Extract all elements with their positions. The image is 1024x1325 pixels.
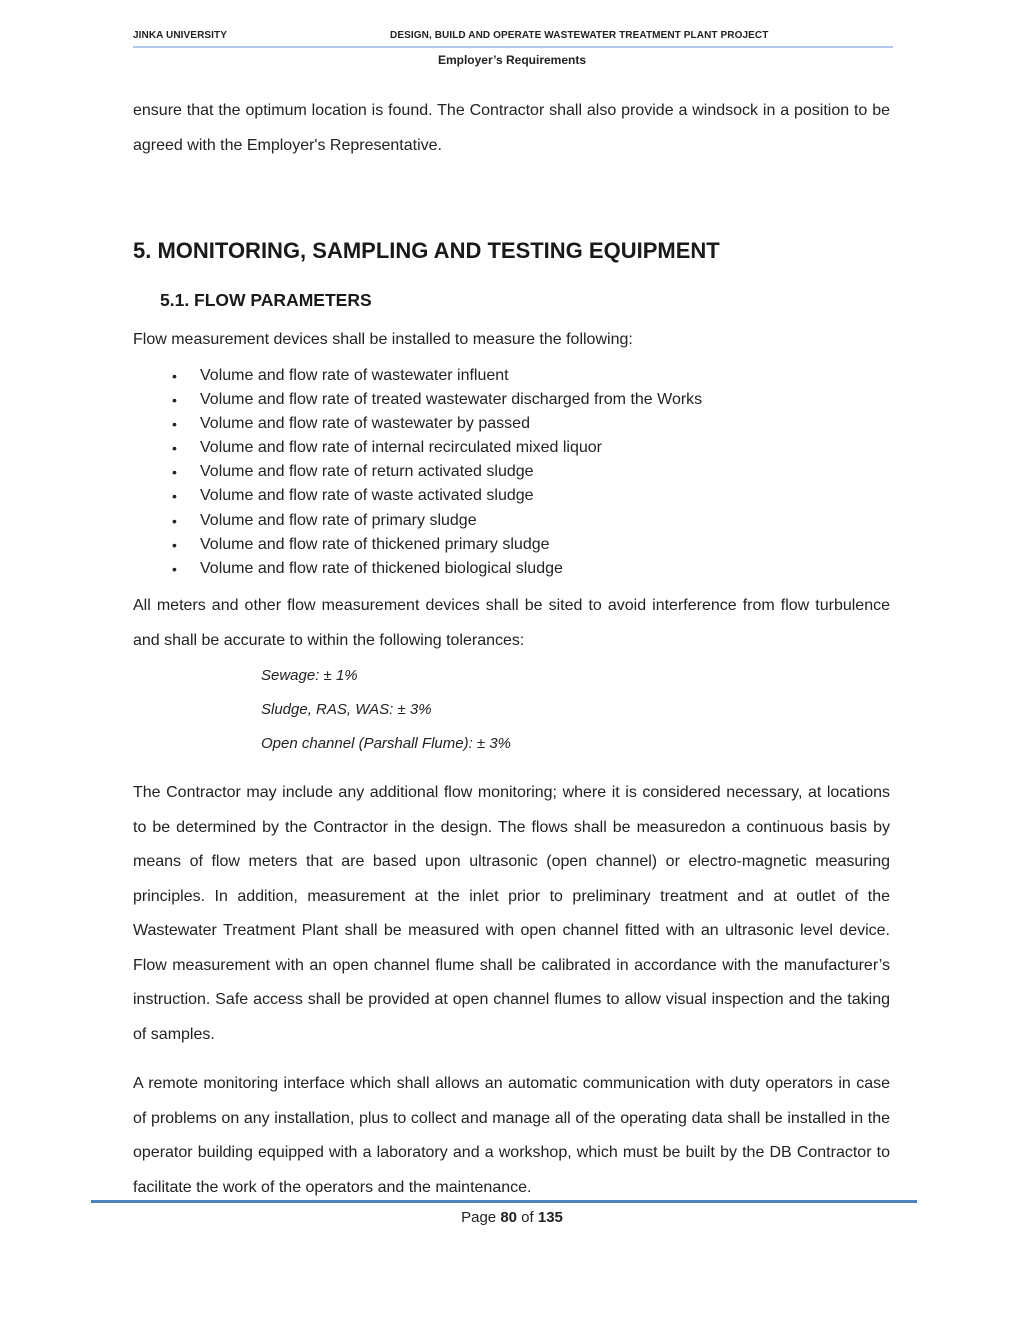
bullet-icon: • (172, 416, 177, 433)
list-item (172, 485, 702, 509)
list-item-text: Volume and flow rate of thickened biological sludge (200, 559, 563, 577)
header-rule (133, 46, 893, 48)
list-item-text: Volume and flow rate of treated wastewater discharged from the Works (200, 391, 703, 409)
bullet-icon: • (172, 488, 177, 505)
header-subtitle: Employer’s Requirements (437, 53, 587, 67)
header-right: DESIGN, BUILD AND OPERATE WASTEWATER TREATMENT PLANT PROJECT (390, 30, 769, 41)
list-item (172, 365, 702, 389)
list-item-text: Volume and flow rate of wastewater influent (200, 367, 509, 384)
intro-paragraph: ensure that the optimum location is found. The Contractor shall also provide a windsock in a position to be agreed with the Employer's Representative. (133, 102, 890, 154)
bullet-icon: • (172, 560, 177, 577)
tolerance-open-channel: Open channel (Parshall Flume): ± 3% (261, 735, 512, 752)
bullet-icon: • (172, 440, 177, 457)
of-word: of (521, 1209, 534, 1226)
bullet-icon: • (172, 392, 177, 409)
list-item (172, 558, 702, 582)
remote-monitoring-paragraph: A remote monitoring interface which shall allows an automatic communication with duty operators in case of problems on any installation, plus to collect and manage all of the operating data shall be installed in the operator building equipped with a laboratory and a workshop, which must be built by the DB Contractor to facilitate the work of the operators and the maintenance. (133, 1075, 890, 1196)
list-item-text: Volume and flow rate of thickened primary sludge (200, 535, 550, 553)
list-item (172, 510, 702, 534)
list-item-text: Volume and flow rate of return activated sludge (200, 463, 534, 481)
section-heading: 5. MONITORING, SAMPLING AND TESTING EQUIPMENT (133, 238, 720, 263)
footer-rule (91, 1200, 917, 1203)
list-item-text: Volume and flow rate of internal recirculated mixed liquor (200, 439, 602, 457)
header-left: JINKA UNIVERSITY (133, 30, 228, 41)
meters-paragraph: All meters and other flow measurement devices shall be sited to avoid interference from flow turbulence and shall be accurate to within the following tolerances: (133, 597, 890, 649)
lead-text: Flow measurement devices shall be installed to measure the following: (133, 331, 633, 348)
list-item (172, 389, 702, 413)
list-item (172, 461, 702, 485)
page-footer (0, 1209, 1024, 1226)
bullet-icon: • (172, 536, 177, 553)
bullet-icon: • (172, 464, 177, 481)
page-word: Page (461, 1209, 497, 1226)
list-item (172, 534, 702, 558)
total-pages: 135 (537, 1209, 563, 1226)
list-item (172, 437, 702, 461)
tolerance-sludge: Sludge, RAS, WAS: ± 3% (261, 701, 432, 718)
contractor-paragraph: The Contractor may include any additional flow monitoring; where it is considered necessary, at locations to be determined by the Contractor in the design. The flows shall be measuredon a continuous basis by means of flow meters that are based upon ultrasonic (open channel) or electro-magnetic measuring principles. In addition, measurement at the inlet prior to preliminary treatment and at outlet of the Wastewater Treatment Plant shall be measured with open channel fitted with an ultrasonic level device. Flow measurement with an open channel flume shall be calibrated in accordance with the manufacturer’s instruction. Safe access shall be provided at open channel flumes to allow visual inspection and the taking of samples. (133, 784, 890, 1043)
tolerance-sewage: Sewage: ± 1% (261, 667, 358, 684)
bullet-icon: • (172, 512, 177, 529)
list-item-text: Volume and flow rate of primary sludge (200, 511, 477, 529)
flow-measurement-list (172, 365, 702, 582)
bullet-icon: • (172, 368, 177, 384)
subsection-heading: 5.1. FLOW PARAMETERS (160, 290, 372, 310)
page-number: 80 (500, 1209, 517, 1226)
list-item-text: Volume and flow rate of wastewater by passed (200, 415, 530, 433)
list-item (172, 413, 702, 437)
list-item-text: Volume and flow rate of waste activated sludge (200, 487, 534, 505)
